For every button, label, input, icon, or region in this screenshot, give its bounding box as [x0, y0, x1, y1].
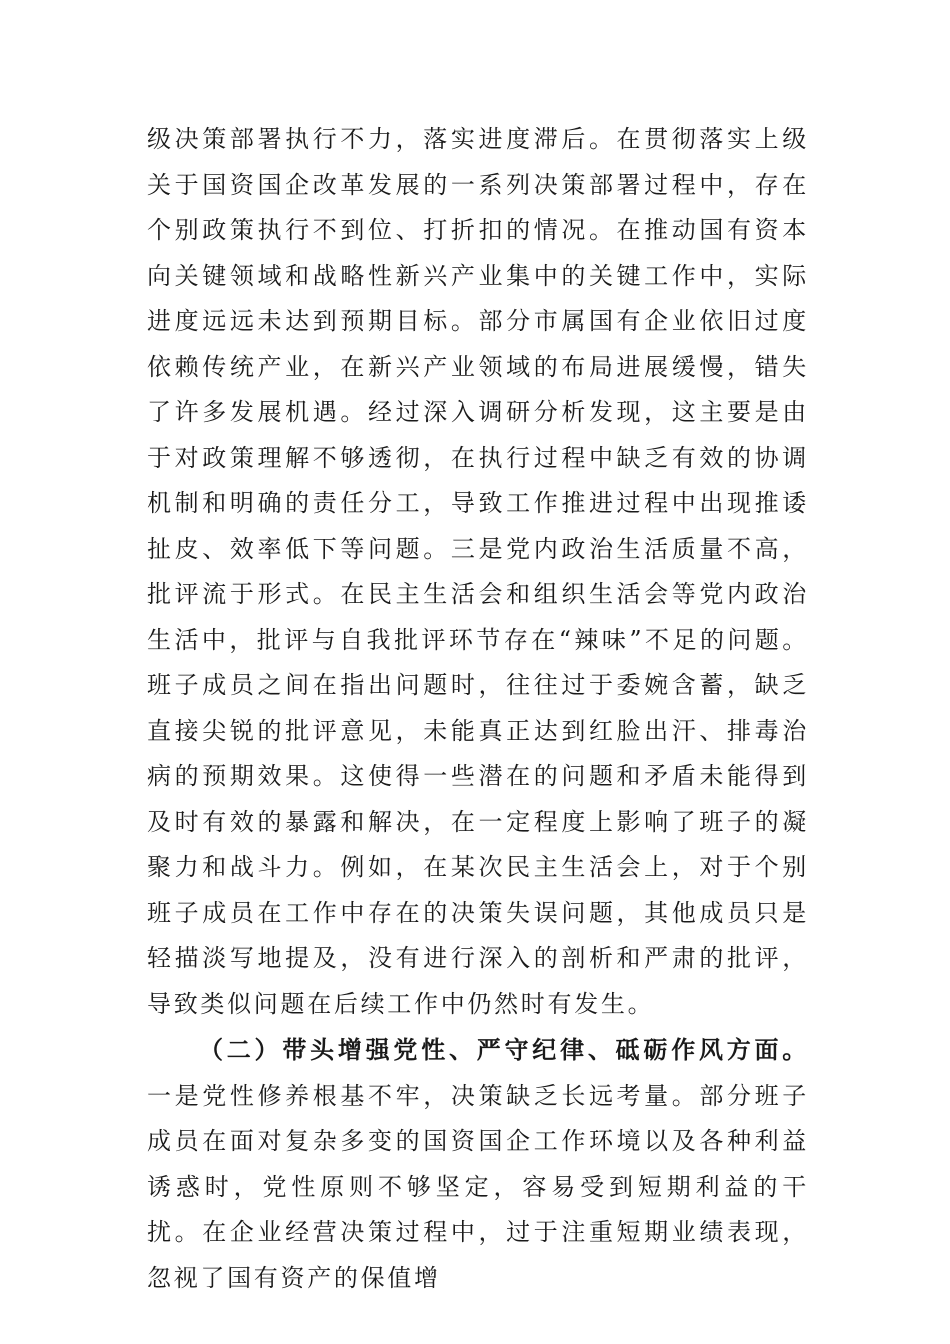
paragraph-continuation: 级决策部署执行不力，落实进度滞后。在贯彻落实上级关于国资国企改革发展的一系列决策部署过程中，存在个别政策执行不到位、打折扣的情况。在推动国有资本向关键领域和战略性新兴产业集中的关键工作中，实际进度远远未达到预期目标。部分市属国有企业依旧过度依赖传统产业，在新兴产业领域的布局进展缓慢，错失了许多发展机遇。经过深入调研分析发现，这主要是由于对政策理解不够透彻，在执行过程中缺乏有效的协调机制和明确的责任分工，导致工作推进过程中出现推诿扯皮、效率低下等问题。三是党内政治生活质量不高，批评流于形式。在民主生活会和组织生活会等党内政治生活中，批评与自我批评环节存在“辣味”不足的问题。班子成员之间在指出问题时，往往过于委婉含蓄，缺乏直接尖锐的批评意见，未能真正达到红脸出汗、排毒治病的预期效果。这使得一些潜在的问题和矛盾未能得到及时有效的暴露和解决，在一定程度上影响了班子的凝聚力和战斗力。例如，在某次民主生活会上，对于个别班子成员在工作中存在的决策失误问题，其他成员只是轻描淡写地提及，没有进行深入的剖析和严肃的批评，导致类似问题在后续工作中仍然时有发生。: [147, 125, 809, 1018]
section-body: 一是党性修养根基不牢，决策缺乏长远考量。部分班子成员在面对复杂多变的国资国企工作环境以及各种利益诱惑时，党性原则不够坚定，容易受到短期利益的干扰。在企业经营决策过程中，过于注重短期业绩表现，忽视了国有资产的保值增: [147, 1081, 809, 1292]
section-heading: （二）带头增强党性、严守纪律、砥砺作风方面。: [199, 1035, 809, 1064]
paragraph-section-two: [147, 1027, 809, 1301]
body-text: [147, 117, 809, 1301]
